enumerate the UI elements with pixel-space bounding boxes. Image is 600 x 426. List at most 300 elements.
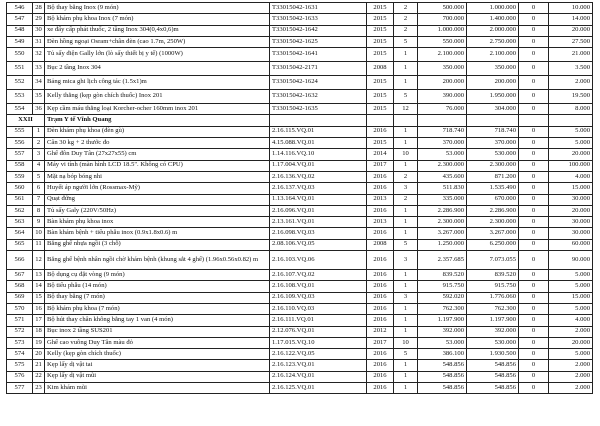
- year-cell: 2016: [367, 292, 394, 303]
- assessed-value-cell: 30.000: [549, 194, 593, 205]
- quantity-cell: 1: [394, 217, 418, 228]
- year-cell: 2014: [367, 149, 394, 160]
- asset-code-cell: 2.16.103.VQ.06: [270, 251, 367, 270]
- total-value-cell: 350.000: [467, 62, 519, 76]
- remaining-cell: 0: [519, 76, 549, 90]
- quantity-cell: 3: [394, 183, 418, 194]
- total-value-cell: 530.000: [467, 149, 519, 160]
- unit-price-cell: 548.856: [418, 360, 467, 371]
- year-cell: 2015: [367, 48, 394, 62]
- item-index-cell: 2: [33, 138, 45, 149]
- table-row: [7, 217, 593, 228]
- remaining-cell: 0: [519, 104, 549, 115]
- assessed-value-cell: 20.000: [549, 25, 593, 36]
- item-index-cell: 18: [33, 326, 45, 337]
- table-row: [7, 349, 593, 360]
- table-row: [7, 14, 593, 25]
- item-index-cell: 13: [33, 270, 45, 281]
- empty-cell: [549, 115, 593, 126]
- section-header-row: [7, 115, 593, 126]
- item-index-cell: 7: [33, 194, 45, 205]
- item-name-cell: Bộ thay băng (7 món): [45, 292, 270, 303]
- inventory-table-body: [7, 3, 593, 394]
- asset-code-cell: 2.16.107.VQ.02: [270, 270, 367, 281]
- item-index-cell: 31: [33, 36, 45, 47]
- total-value-cell: 304.000: [467, 104, 519, 115]
- asset-code-cell: T33015042-1642: [270, 25, 367, 36]
- assessed-value-cell: 5.000: [549, 138, 593, 149]
- total-value-cell: 6.250.000: [467, 239, 519, 250]
- unit-price-cell: 335.000: [418, 194, 467, 205]
- row-number-cell: 560: [7, 183, 33, 194]
- year-cell: 2016: [367, 126, 394, 137]
- item-index-cell: 32: [33, 48, 45, 62]
- item-index-cell: 14: [33, 281, 45, 292]
- total-value-cell: 2.300.000: [467, 217, 519, 228]
- item-index-cell: 1: [33, 126, 45, 137]
- item-name-cell: Tủ sấy điện Gally lớn (lò sấy thiết bị y tế) (1000W): [45, 48, 270, 62]
- year-cell: 2016: [367, 360, 394, 371]
- row-number-cell: 555: [7, 126, 33, 137]
- table-row: [7, 281, 593, 292]
- year-cell: 2016: [367, 270, 394, 281]
- quantity-cell: 1: [394, 303, 418, 314]
- total-value-cell: 548.856: [467, 371, 519, 382]
- year-cell: 2016: [367, 205, 394, 216]
- remaining-cell: 0: [519, 360, 549, 371]
- asset-code-cell: 2.16.137.VQ.03: [270, 183, 367, 194]
- quantity-cell: 5: [394, 90, 418, 104]
- total-value-cell: 2.300.000: [467, 160, 519, 171]
- assessed-value-cell: 21.000: [549, 48, 593, 62]
- remaining-cell: 0: [519, 371, 549, 382]
- asset-code-cell: 2.16.109.VQ.03: [270, 292, 367, 303]
- item-index-cell: 23: [33, 383, 45, 394]
- unit-price-cell: 500.000: [418, 3, 467, 14]
- unit-price-cell: 700.000: [418, 14, 467, 25]
- asset-code-cell: T33015042-1633: [270, 14, 367, 25]
- item-index-cell: 12: [33, 251, 45, 270]
- remaining-cell: 0: [519, 303, 549, 314]
- assessed-value-cell: 90.000: [549, 251, 593, 270]
- remaining-cell: 0: [519, 149, 549, 160]
- quantity-cell: 1: [394, 371, 418, 382]
- row-number-cell: 576: [7, 371, 33, 382]
- total-value-cell: 1.400.000: [467, 14, 519, 25]
- remaining-cell: 0: [519, 205, 549, 216]
- row-number-cell: 577: [7, 383, 33, 394]
- unit-price-cell: 370.000: [418, 138, 467, 149]
- row-number-cell: 554: [7, 104, 33, 115]
- assessed-value-cell: 19.500: [549, 90, 593, 104]
- row-number-cell: 548: [7, 25, 33, 36]
- assessed-value-cell: 2.000: [549, 371, 593, 382]
- item-name-cell: Tủ sấy Galy (220V/50Hz): [45, 205, 270, 216]
- asset-code-cell: T33015042-1624: [270, 76, 367, 90]
- quantity-cell: 10: [394, 149, 418, 160]
- item-name-cell: Huyết áp người lớn (Rossmax-Mỹ): [45, 183, 270, 194]
- item-index-cell: 36: [33, 104, 45, 115]
- row-number-cell: 559: [7, 171, 33, 182]
- asset-code-cell: 2.16.108.VQ.01: [270, 281, 367, 292]
- total-value-cell: 7.073.055: [467, 251, 519, 270]
- total-value-cell: 530.000: [467, 337, 519, 348]
- item-name-cell: Bộ thay băng Inox (9 món): [45, 3, 270, 14]
- item-index-cell: 30: [33, 25, 45, 36]
- remaining-cell: 0: [519, 3, 549, 14]
- item-name-cell: Bàn khám bệnh + tiểu phẫu inox (0.9x1.8x0.6) m: [45, 228, 270, 239]
- item-name-cell: Kẹp lấy dị vật mũi: [45, 371, 270, 382]
- quantity-cell: 1: [394, 62, 418, 76]
- asset-code-cell: 2.16.124.VQ.01: [270, 371, 367, 382]
- total-value-cell: 1.197.900: [467, 315, 519, 326]
- row-number-cell: 557: [7, 149, 33, 160]
- item-index-cell: 17: [33, 315, 45, 326]
- year-cell: 2016: [367, 383, 394, 394]
- item-name-cell: Kẹp lấy dị vật tai: [45, 360, 270, 371]
- unit-price-cell: 511.830: [418, 183, 467, 194]
- item-name-cell: Bàn khám phụ khoa inox: [45, 217, 270, 228]
- unit-price-cell: 915.750: [418, 281, 467, 292]
- remaining-cell: 0: [519, 36, 549, 47]
- asset-code-cell: 1.17.004.VQ.01: [270, 160, 367, 171]
- assessed-value-cell: 27.500: [549, 36, 593, 47]
- table-row: [7, 36, 593, 47]
- asset-code-cell: 2.08.106.VQ.05: [270, 239, 367, 250]
- assessed-value-cell: 30.000: [549, 217, 593, 228]
- item-name-cell: Bục inox 2 tầng SUS201: [45, 326, 270, 337]
- row-number-cell: 572: [7, 326, 33, 337]
- assessed-value-cell: 4.000: [549, 315, 593, 326]
- asset-code-cell: T33015042-2171: [270, 62, 367, 76]
- remaining-cell: 0: [519, 315, 549, 326]
- table-row: [7, 239, 593, 250]
- table-row: [7, 104, 593, 115]
- item-name-cell: Băng ghế bệnh nhân ngồi chờ khám bệnh (khung sắt 4 ghế) (1.96x0.56x0.82) m: [45, 251, 270, 270]
- assessed-value-cell: 14.000: [549, 14, 593, 25]
- quantity-cell: 3: [394, 251, 418, 270]
- quantity-cell: 1: [394, 270, 418, 281]
- row-number-cell: 549: [7, 36, 33, 47]
- item-name-cell: Bộ tiểu phẫu (14 món): [45, 281, 270, 292]
- unit-price-cell: 762.300: [418, 303, 467, 314]
- year-cell: 2015: [367, 90, 394, 104]
- year-cell: 2016: [367, 315, 394, 326]
- item-index-cell: 15: [33, 292, 45, 303]
- unit-price-cell: 2.357.685: [418, 251, 467, 270]
- table-row: [7, 228, 593, 239]
- table-row: [7, 270, 593, 281]
- assessed-value-cell: 20.000: [549, 205, 593, 216]
- unit-price-cell: 548.856: [418, 383, 467, 394]
- item-name-cell: Bộ dụng cụ đặt vòng (9 món): [45, 270, 270, 281]
- row-number-cell: 552: [7, 76, 33, 90]
- table-row: [7, 25, 593, 36]
- asset-code-cell: 2.16.098.VQ.03: [270, 228, 367, 239]
- total-value-cell: 370.000: [467, 138, 519, 149]
- total-value-cell: 392.000: [467, 326, 519, 337]
- table-row: [7, 303, 593, 314]
- section-label: XXII: [7, 115, 45, 126]
- remaining-cell: 0: [519, 337, 549, 348]
- unit-price-cell: 592.020: [418, 292, 467, 303]
- remaining-cell: 0: [519, 349, 549, 360]
- item-index-cell: 35: [33, 90, 45, 104]
- total-value-cell: 1.950.000: [467, 90, 519, 104]
- item-index-cell: 4: [33, 160, 45, 171]
- empty-cell: [467, 115, 519, 126]
- item-name-cell: Bộ khám phụ khoa Inox (7 món): [45, 14, 270, 25]
- quantity-cell: 1: [394, 205, 418, 216]
- row-number-cell: 546: [7, 3, 33, 14]
- asset-code-cell: 2.16.123.VQ.01: [270, 360, 367, 371]
- quantity-cell: 2: [394, 14, 418, 25]
- year-cell: 2015: [367, 25, 394, 36]
- unit-price-cell: 2.300.000: [418, 160, 467, 171]
- item-name-cell: Ghế đôn Duy Tân (27x27x55) cm: [45, 149, 270, 160]
- total-value-cell: 1.930.500: [467, 349, 519, 360]
- unit-price-cell: 718.740: [418, 126, 467, 137]
- year-cell: 2013: [367, 217, 394, 228]
- remaining-cell: 0: [519, 217, 549, 228]
- row-number-cell: 564: [7, 228, 33, 239]
- total-value-cell: 871.200: [467, 171, 519, 182]
- quantity-cell: 10: [394, 337, 418, 348]
- quantity-cell: 1: [394, 228, 418, 239]
- quantity-cell: 12: [394, 104, 418, 115]
- table-row: [7, 326, 593, 337]
- total-value-cell: 915.750: [467, 281, 519, 292]
- remaining-cell: 0: [519, 228, 549, 239]
- year-cell: 2015: [367, 104, 394, 115]
- item-index-cell: 11: [33, 239, 45, 250]
- year-cell: 2016: [367, 281, 394, 292]
- assessed-value-cell: 10.000: [549, 3, 593, 14]
- asset-code-cell: T33015042-1631: [270, 3, 367, 14]
- inventory-table: [6, 2, 593, 394]
- item-index-cell: 21: [33, 360, 45, 371]
- item-index-cell: 9: [33, 217, 45, 228]
- table-row: [7, 3, 593, 14]
- quantity-cell: 1: [394, 160, 418, 171]
- remaining-cell: 0: [519, 383, 549, 394]
- assessed-value-cell: 5.000: [549, 281, 593, 292]
- section-title: Trạm Y tế Vĩnh Quang: [45, 115, 270, 126]
- table-row: [7, 194, 593, 205]
- unit-price-cell: 2.100.000: [418, 48, 467, 62]
- remaining-cell: 0: [519, 62, 549, 76]
- item-index-cell: 5: [33, 171, 45, 182]
- year-cell: 2013: [367, 194, 394, 205]
- row-number-cell: 568: [7, 281, 33, 292]
- remaining-cell: 0: [519, 194, 549, 205]
- row-number-cell: 571: [7, 315, 33, 326]
- remaining-cell: 0: [519, 270, 549, 281]
- asset-code-cell: 2.16.136.VQ.02: [270, 171, 367, 182]
- item-name-cell: Kelly thẳng (kẹp gòn chích thuốc) Inox 201: [45, 90, 270, 104]
- item-name-cell: xe đẩy cấp phát thuốc, 2 tầng Inox 304(0,4x0,6)m: [45, 25, 270, 36]
- item-name-cell: Mặt nạ bóp bóng nhi: [45, 171, 270, 182]
- unit-price-cell: 390.000: [418, 90, 467, 104]
- quantity-cell: 1: [394, 126, 418, 137]
- year-cell: 2008: [367, 239, 394, 250]
- total-value-cell: 2.286.900: [467, 205, 519, 216]
- item-name-cell: Bảng mica ghi lịch công tác (1.5x1)m: [45, 76, 270, 90]
- asset-code-cell: 2.12.076.VQ.01: [270, 326, 367, 337]
- quantity-cell: 1: [394, 360, 418, 371]
- assessed-value-cell: 2.000: [549, 383, 593, 394]
- item-name-cell: Đèn hồng ngoại Osram+chân đèn (cao 1.7m, 250W): [45, 36, 270, 47]
- assessed-value-cell: 2.000: [549, 360, 593, 371]
- assessed-value-cell: 20.000: [549, 149, 593, 160]
- row-number-cell: 575: [7, 360, 33, 371]
- unit-price-cell: 2.300.000: [418, 217, 467, 228]
- item-name-cell: Bục 2 tầng Inox 304: [45, 62, 270, 76]
- table-row: [7, 171, 593, 182]
- row-number-cell: 566: [7, 251, 33, 270]
- total-value-cell: 2.100.000: [467, 48, 519, 62]
- item-name-cell: Kelly (kẹp gòn chích thuốc): [45, 349, 270, 360]
- quantity-cell: 2: [394, 194, 418, 205]
- assessed-value-cell: 5.000: [549, 270, 593, 281]
- empty-cell: [418, 115, 467, 126]
- total-value-cell: 670.000: [467, 194, 519, 205]
- table-row: [7, 383, 593, 394]
- table-row: [7, 138, 593, 149]
- assessed-value-cell: 4.000: [549, 171, 593, 182]
- unit-price-cell: 550.000: [418, 36, 467, 47]
- remaining-cell: 0: [519, 14, 549, 25]
- row-number-cell: 570: [7, 303, 33, 314]
- table-row: [7, 337, 593, 348]
- unit-price-cell: 1.000.000: [418, 25, 467, 36]
- year-cell: 2016: [367, 349, 394, 360]
- year-cell: 2015: [367, 14, 394, 25]
- quantity-cell: 1: [394, 383, 418, 394]
- asset-code-cell: 2.16.125.VQ.01: [270, 383, 367, 394]
- asset-code-cell: 1.13.164.VQ.01: [270, 194, 367, 205]
- assessed-value-cell: 5.000: [549, 303, 593, 314]
- unit-price-cell: 200.000: [418, 76, 467, 90]
- row-number-cell: 547: [7, 14, 33, 25]
- assessed-value-cell: 15.000: [549, 292, 593, 303]
- total-value-cell: 548.856: [467, 360, 519, 371]
- unit-price-cell: 839.520: [418, 270, 467, 281]
- row-number-cell: 574: [7, 349, 33, 360]
- table-row: [7, 251, 593, 270]
- quantity-cell: 2: [394, 3, 418, 14]
- assessed-value-cell: 20.000: [549, 337, 593, 348]
- row-number-cell: 551: [7, 62, 33, 76]
- quantity-cell: 3: [394, 292, 418, 303]
- asset-code-cell: T33015042-1625: [270, 36, 367, 47]
- row-number-cell: 558: [7, 160, 33, 171]
- item-index-cell: 10: [33, 228, 45, 239]
- asset-code-cell: 2.16.110.VQ.03: [270, 303, 367, 314]
- unit-price-cell: 53.000: [418, 337, 467, 348]
- row-number-cell: 567: [7, 270, 33, 281]
- assessed-value-cell: 100.000: [549, 160, 593, 171]
- row-number-cell: 550: [7, 48, 33, 62]
- remaining-cell: 0: [519, 171, 549, 182]
- total-value-cell: 1.000.000: [467, 3, 519, 14]
- year-cell: 2017: [367, 160, 394, 171]
- table-row: [7, 292, 593, 303]
- item-index-cell: 3: [33, 149, 45, 160]
- table-row: [7, 62, 593, 76]
- total-value-cell: 1.776.060: [467, 292, 519, 303]
- quantity-cell: 5: [394, 349, 418, 360]
- item-index-cell: 6: [33, 183, 45, 194]
- total-value-cell: 718.740: [467, 126, 519, 137]
- year-cell: 2016: [367, 171, 394, 182]
- table-row: [7, 205, 593, 216]
- year-cell: 2015: [367, 138, 394, 149]
- item-name-cell: Kẹp cầm máu thẳng loại Korcher-ocher 160mm inox 201: [45, 104, 270, 115]
- quantity-cell: 1: [394, 138, 418, 149]
- assessed-value-cell: 60.000: [549, 239, 593, 250]
- table-row: [7, 48, 593, 62]
- quantity-cell: 2: [394, 171, 418, 182]
- assessed-value-cell: 8.000: [549, 104, 593, 115]
- year-cell: 2016: [367, 228, 394, 239]
- quantity-cell: 1: [394, 315, 418, 326]
- unit-price-cell: 2.286.900: [418, 205, 467, 216]
- item-name-cell: Quạt đứng: [45, 194, 270, 205]
- row-number-cell: 562: [7, 205, 33, 216]
- table-row: [7, 76, 593, 90]
- item-index-cell: 34: [33, 76, 45, 90]
- table-row: [7, 183, 593, 194]
- unit-price-cell: 548.856: [418, 371, 467, 382]
- quantity-cell: 1: [394, 48, 418, 62]
- table-row: [7, 90, 593, 104]
- row-number-cell: 563: [7, 217, 33, 228]
- quantity-cell: 1: [394, 281, 418, 292]
- item-index-cell: 16: [33, 303, 45, 314]
- remaining-cell: 0: [519, 326, 549, 337]
- year-cell: 2015: [367, 3, 394, 14]
- assessed-value-cell: 5.000: [549, 349, 593, 360]
- item-index-cell: 33: [33, 62, 45, 76]
- year-cell: 2016: [367, 183, 394, 194]
- empty-cell: [519, 115, 549, 126]
- asset-code-cell: T33015042-1641: [270, 48, 367, 62]
- total-value-cell: 839.520: [467, 270, 519, 281]
- item-index-cell: 28: [33, 3, 45, 14]
- remaining-cell: 0: [519, 281, 549, 292]
- quantity-cell: 2: [394, 25, 418, 36]
- year-cell: 2016: [367, 251, 394, 270]
- asset-code-cell: 2.16.122.VQ.05: [270, 349, 367, 360]
- unit-price-cell: 1.197.900: [418, 315, 467, 326]
- assessed-value-cell: 5.000: [549, 126, 593, 137]
- table-row: [7, 360, 593, 371]
- asset-code-cell: 2.13.161.VQ.01: [270, 217, 367, 228]
- remaining-cell: 0: [519, 126, 549, 137]
- total-value-cell: 2.000.000: [467, 25, 519, 36]
- assessed-value-cell: 30.000: [549, 228, 593, 239]
- row-number-cell: 573: [7, 337, 33, 348]
- item-index-cell: 29: [33, 14, 45, 25]
- asset-code-cell: 2.16.111.VQ.01: [270, 315, 367, 326]
- item-index-cell: 22: [33, 371, 45, 382]
- unit-price-cell: 3.267.000: [418, 228, 467, 239]
- total-value-cell: 762.300: [467, 303, 519, 314]
- item-name-cell: Bộ hút thay chân không bằng tay 1 van (4 món): [45, 315, 270, 326]
- item-name-cell: Đèn khám phụ khoa (đèn gù): [45, 126, 270, 137]
- asset-code-cell: 2.16.096.VQ.01: [270, 205, 367, 216]
